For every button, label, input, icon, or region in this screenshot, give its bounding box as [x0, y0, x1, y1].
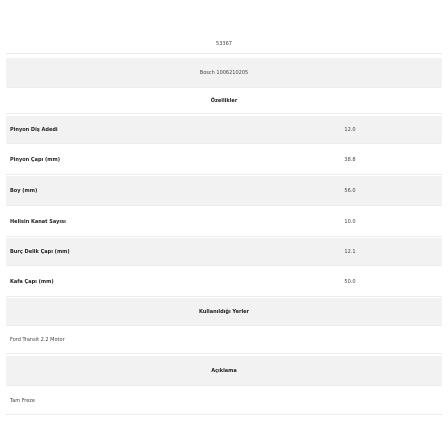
- usage-row: [6, 327, 442, 354]
- feature-label: Burç Delik Çapı (mm): [10, 248, 70, 255]
- usage-title: Kullanıldığı Yerler: [198, 308, 250, 315]
- feature-value: 12.1: [344, 248, 356, 255]
- feature-row: [6, 238, 442, 266]
- description-text: Tam Freze: [10, 397, 35, 404]
- description-title: Açıklama: [211, 367, 237, 374]
- description-row: [6, 387, 442, 415]
- product-code-row: [6, 34, 442, 54]
- feature-value: 50.0: [344, 278, 356, 285]
- product-code: 53367: [216, 40, 232, 47]
- feature-value: 12.0: [344, 126, 356, 133]
- feature-row: [6, 267, 442, 297]
- feature-value: 38.8: [344, 156, 356, 163]
- product-reference-row: [6, 58, 442, 88]
- feature-row: [6, 207, 442, 237]
- feature-row: [6, 116, 442, 144]
- usage-text: Ford Transit 2.2 Motor: [10, 337, 65, 343]
- feature-label: Pinyon Diş Adedi: [10, 126, 58, 133]
- feature-label: Kafa Çapı (mm): [10, 278, 54, 285]
- feature-row: [6, 145, 442, 175]
- features-title: Özellikler: [210, 97, 238, 104]
- feature-value: 10.0: [344, 218, 356, 225]
- feature-label: Pinyon Çapı (mm): [10, 156, 60, 163]
- feature-label: Boy (mm): [10, 187, 38, 194]
- usage-header-row: [6, 298, 442, 326]
- feature-value: 56.0: [344, 187, 356, 194]
- product-reference: Bosch 1006210205: [199, 69, 249, 76]
- feature-row: [6, 176, 442, 206]
- feature-label: Helisin Kanat Sayısı: [10, 218, 66, 225]
- description-header-row: [6, 356, 442, 386]
- features-header-row: [6, 88, 442, 114]
